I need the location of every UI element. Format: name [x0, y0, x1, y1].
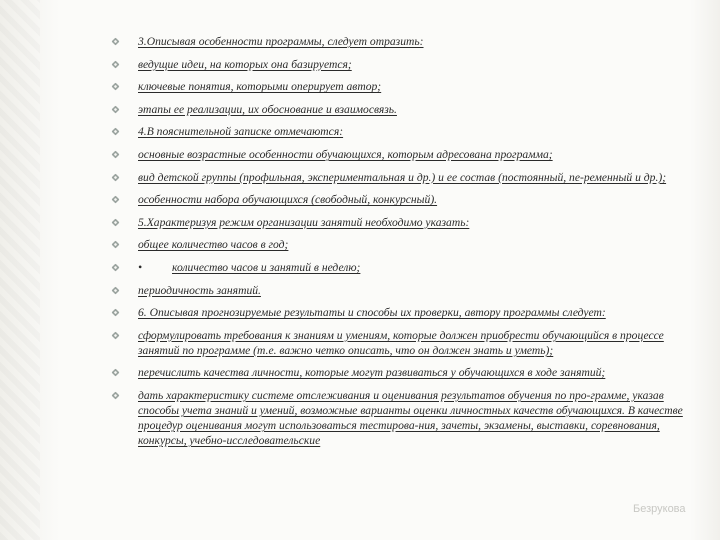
- diamond-bullet-icon: [112, 309, 120, 317]
- diamond-bullet-icon: [112, 60, 120, 68]
- list-item-text: 6. Описывая прогнозируемые результаты и способы их проверки, автору программы следует:: [138, 306, 606, 320]
- list-item: [112, 192, 687, 207]
- diamond-bullet-icon: [112, 196, 120, 204]
- list-item-text: этапы ее реализации, их обоснование и взаимосвязь.: [138, 102, 397, 116]
- diamond-bullet-icon: [112, 263, 120, 271]
- list-item: [112, 34, 687, 49]
- list-item-text: 5.Характеризуя режим организации занятий необходимо указать:: [138, 215, 470, 229]
- list-item: [112, 102, 687, 117]
- list-item: [112, 283, 687, 298]
- inner-bullet-glyph: •: [138, 260, 143, 274]
- list-item: [112, 79, 687, 94]
- list-item-text: перечислить качества личности, которые могут развиваться у обучающихся в ходе занятий;: [138, 366, 606, 380]
- list-item: [112, 124, 687, 139]
- diamond-bullet-icon: [112, 83, 120, 91]
- list-item-text: дать характеристику системе отслеживания и оценивания результатов обучения по про-грамме, указав способы учета знаний и умений, возможные варианты оценки личностных качеств обучающихся. В качестве процедур оценивания могут использоваться тестирова-ния, зачеты, экзамены, выставки, соревнования, конкурсы, учебно-исследовательские: [138, 388, 683, 447]
- list-item: [112, 170, 687, 185]
- list-item-text: 3.Описывая особенности программы, следует отразить:: [138, 35, 424, 48]
- list-item: [112, 328, 687, 358]
- list-item: [112, 215, 687, 230]
- diamond-bullet-icon: [112, 241, 120, 249]
- list-item: [112, 305, 687, 320]
- diamond-bullet-icon: [112, 218, 120, 226]
- list-item-text: периодичность занятий.: [138, 283, 261, 297]
- list-item-text: общее количество часов в год;: [138, 238, 289, 252]
- diamond-bullet-icon: [112, 173, 120, 181]
- list-item: [112, 147, 687, 162]
- diamond-bullet-icon: [112, 105, 120, 113]
- diamond-bullet-icon: [112, 286, 120, 294]
- list-item-text: основные возрастные особенности обучающихся, которым адресована программа;: [138, 147, 553, 161]
- list-item-text: ведущие идеи, на которых она базируется;: [138, 57, 352, 71]
- diamond-bullet-icon: [112, 331, 120, 339]
- diamond-bullet-icon: [112, 128, 120, 136]
- list-item: [112, 237, 687, 252]
- list-item: [112, 57, 687, 72]
- list-item-text: сформулировать требования к знаниям и умениям, которые должен приобрести обучающийся в процессе занятий по программе (т.е. важно четко описать, что он должен знать и уметь);: [138, 328, 664, 357]
- list-item-text: вид детской группы (профильная, экспериментальная и др.) и ее состав (постоянный, пе-ременный и др.);: [138, 170, 667, 184]
- list-item: [112, 260, 687, 275]
- diamond-bullet-icon: [112, 38, 120, 46]
- author-watermark: Безрукова: [633, 503, 686, 515]
- list-item: [112, 388, 687, 448]
- list-item-text: особенности набора обучающихся (свободный, конкурсный).: [138, 193, 438, 207]
- list-item: [112, 365, 687, 380]
- bullet-list: [112, 34, 687, 456]
- diamond-bullet-icon: [112, 369, 120, 377]
- diamond-bullet-icon: [112, 151, 120, 159]
- list-item-text: ключевые понятия, которыми оперирует автор;: [138, 80, 382, 94]
- list-item-text: количество часов и занятий в неделю;: [172, 260, 361, 274]
- list-item-text: 4.В пояснительной записке отмечаются:: [138, 125, 344, 139]
- diamond-bullet-icon: [112, 391, 120, 399]
